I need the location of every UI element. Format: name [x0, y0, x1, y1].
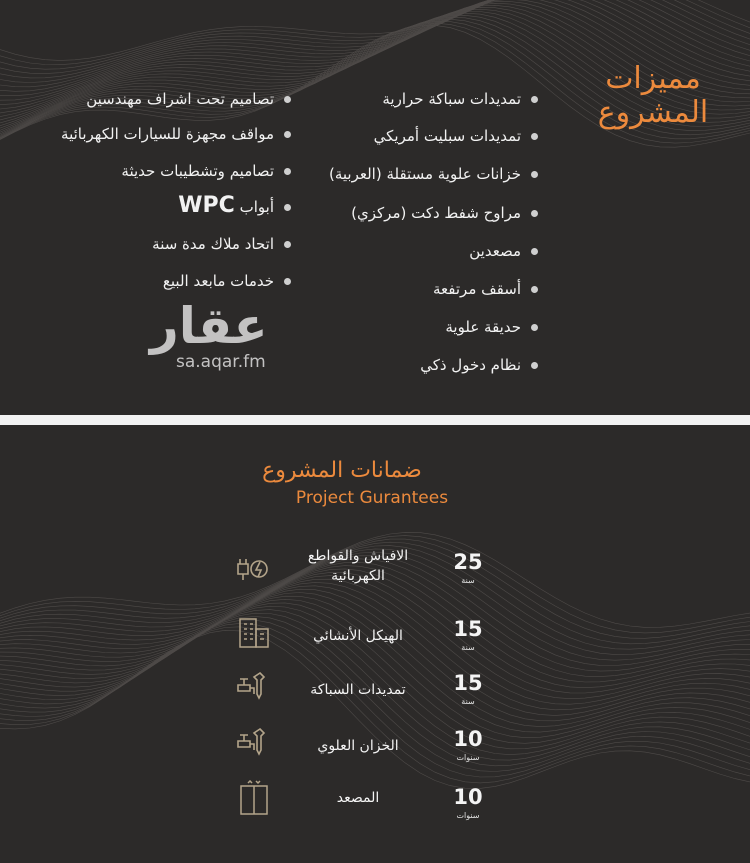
wave-line	[0, 596, 750, 732]
bullet-icon	[284, 96, 291, 103]
guarantee-years: 15	[453, 671, 483, 695]
feature-item: اتحاد ملاك مدة سنة	[152, 235, 291, 253]
wpc-label: WPC	[178, 193, 235, 218]
wave-line	[0, 0, 750, 65]
bullet-icon	[531, 286, 538, 293]
bullet-icon	[531, 171, 538, 178]
bullet-icon	[531, 96, 538, 103]
bullet-icon	[284, 278, 291, 285]
feature-item: تصاميم وتشطيبات حديثة	[121, 162, 291, 180]
wave-line	[0, 599, 750, 737]
feature-item: نظام دخول ذكي	[420, 356, 538, 374]
guarantee-years: 25	[453, 550, 483, 574]
guarantee-unit: سنوات	[456, 753, 480, 762]
guarantee-label: الافياش والقواطع الكهربائية	[307, 548, 409, 584]
feature-item: أسقف مرتفعة	[433, 280, 538, 298]
guarantee-unit: سنوات	[456, 811, 480, 820]
guarantee-label: المصعد	[336, 790, 380, 806]
guarantee-years: 10	[453, 785, 483, 809]
feature-item: خدمات مابعد البيع	[163, 272, 291, 290]
wave-line	[0, 627, 750, 783]
bullet-icon	[284, 241, 291, 248]
watermark-logo: عقار	[150, 297, 268, 355]
features-title	[578, 62, 728, 130]
guarantee-unit: سنة	[461, 697, 475, 706]
wave-line	[0, 0, 750, 60]
electric-plug-icon	[234, 550, 270, 586]
guarantees-title-ar: ضمانات المشروع	[262, 458, 422, 483]
guarantee-label: الهيكل الأنشائي	[313, 628, 403, 644]
bullet-icon	[284, 131, 291, 138]
bullet-icon	[531, 210, 538, 217]
wave-line	[0, 0, 750, 69]
bullet-icon	[531, 248, 538, 255]
feature-item: مراوح شفط دكت (مركزي)	[351, 204, 538, 222]
guarantee-years: 10	[453, 727, 483, 751]
water-tank-icon	[234, 725, 270, 761]
guarantee-label: الخزان العلوي	[317, 738, 399, 754]
watermark-url: sa.aqar.fm	[176, 352, 266, 372]
feature-item: تصاميم تحت اشراف مهندسين	[86, 90, 291, 108]
features-title-line1: مميزات	[605, 61, 701, 96]
wave-line	[0, 603, 750, 743]
plumbing-icon	[234, 669, 270, 705]
wave-line	[0, 593, 750, 727]
guarantee-unit: سنة	[461, 643, 475, 652]
elevator-icon	[236, 780, 272, 816]
bullet-icon	[284, 168, 291, 175]
guarantees-title-en: Project Gurantees	[295, 488, 449, 508]
bullet-icon	[284, 204, 291, 211]
feature-item: تمديدات سبليت أمريكي	[374, 127, 538, 145]
bullet-icon	[531, 133, 538, 140]
feature-item: تمديدات سباكة حرارية	[382, 90, 538, 108]
features-title-line2: المشروع	[597, 95, 709, 130]
feature-item: مواقف مجهزة للسيارات الكهربائية	[61, 125, 291, 143]
feature-item: حديقة علوية	[445, 318, 538, 336]
guarantee-unit: سنة	[461, 576, 475, 585]
feature-item-doors: أبواب WPC	[178, 193, 291, 218]
features-panel	[0, 0, 750, 415]
wave-line	[0, 630, 750, 788]
building-icon	[236, 615, 272, 651]
guarantees-panel	[0, 425, 750, 863]
wave-line	[0, 589, 750, 721]
feature-item: مصعدين	[469, 242, 538, 260]
bullet-icon	[531, 324, 538, 331]
feature-item: خزانات علوية مستقلة (العربية)	[329, 165, 538, 183]
guarantee-label: تمديدات السباكة	[310, 682, 406, 698]
guarantee-years: 15	[453, 617, 483, 641]
bullet-icon	[531, 362, 538, 369]
